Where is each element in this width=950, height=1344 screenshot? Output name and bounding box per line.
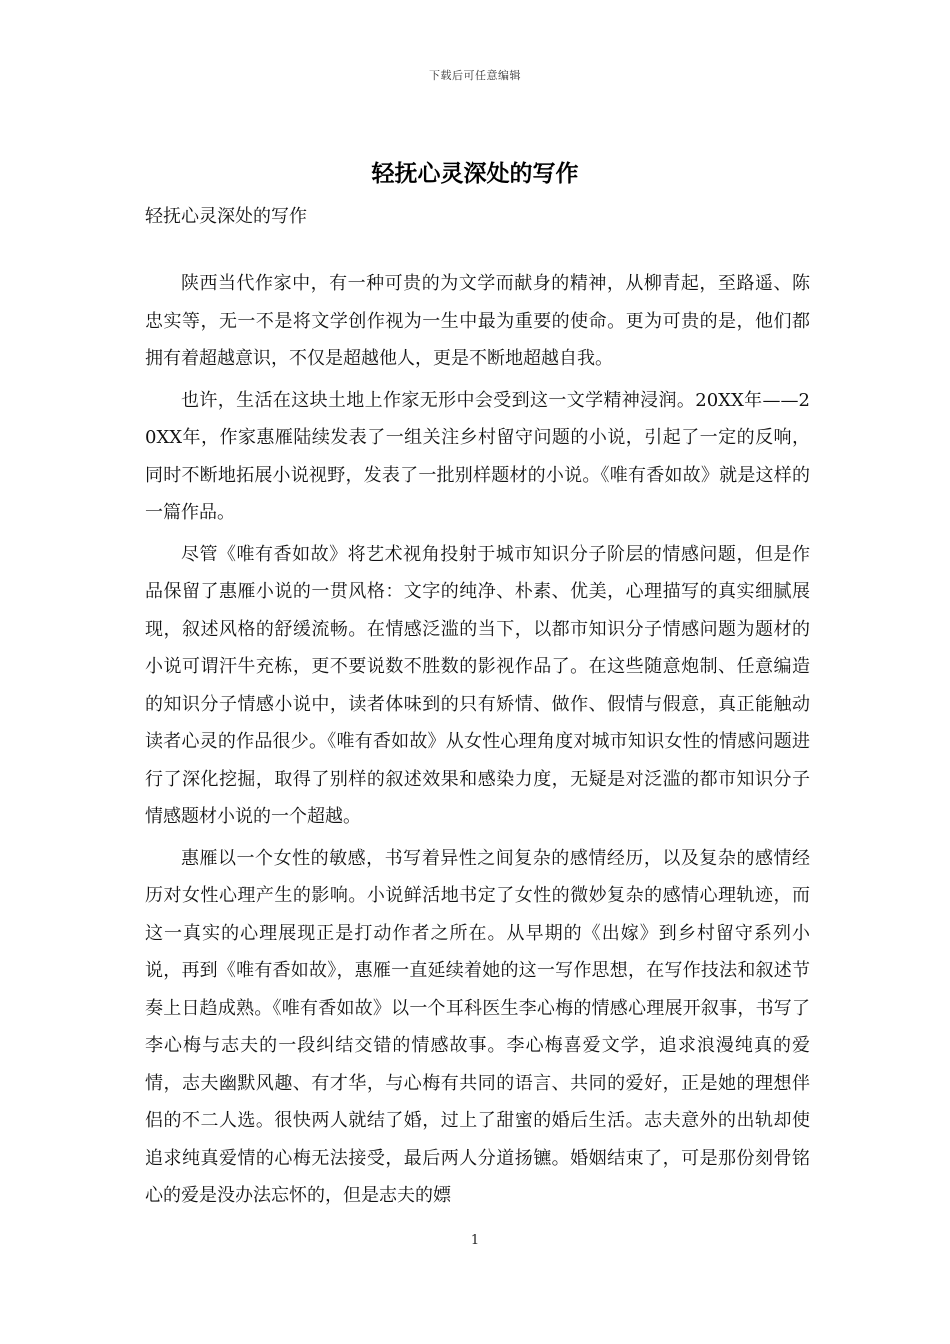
- header-note: 下载后可任意编辑: [429, 69, 521, 82]
- page-number: 1: [470, 1233, 480, 1248]
- paragraph-4: 惠雁以一个女性的敏感，书写着异性之间复杂的感情经历，以及复杂的感情经历对女性心理产生的影响。小说鲜活地书定了女性的微妙复杂的感情心理轨迹，而这一真实的心理展现正是打动作者之所在。从早期的《出嫁》到乡村留守系列小说，再到《唯有香如故》，惠雁一直延续着她的这一写作思想，在写作技法和叙述节奏上日趋成熟。《唯有香如故》以一个耳科医生李心梅的情感心理展开叙事，书写了李心梅与志夫的一段纠结交错的情感故事。李心梅喜爱文学，追求浪漫纯真的爱情，志夫幽默风趣、有才华，与心梅有共同的语言、共同的爱好，正是她的理想伴侣的不二人选。很快两人就结了婚，过上了甜蜜的婚后生活。志夫意外的出轨却使追求纯真爱情的心梅无法接受，最后两人分道扬镳。婚姻结束了，可是那份刻骨铭心的爱是没办法忘怀的，但是志夫的嫖: [145, 847, 810, 1206]
- document-subtitle: 轻抚心灵深处的写作: [145, 206, 307, 227]
- paragraph-3: 尽管《唯有香如故》将艺术视角投射于城市知识分子阶层的情感问题，但是作品保留了惠雁小说的一贯风格：文字的纯净、朴素、优美，心理描写的真实细腻展现，叙述风格的舒缓流畅。在情感泛滥的当下，以都市知识分子情感问题为题材的小说可谓汗牛充栋，更不要说数不胜数的影视作品了。在这些随意炮制、任意编造的知识分子情感小说中，读者体味到的只有矫情、做作、假情与假意，真正能触动读者心灵的作品很少。《唯有香如故》从女性心理角度对城市知识女性的情感问题进行了深化挖掘，取得了别样的叙述效果和感染力度，无疑是对泛滥的都市知识分子情感题材小说的一个超越。: [145, 543, 810, 827]
- body-text: [145, 265, 810, 1219]
- document-title: 轻抚心灵深处的写作: [371, 160, 579, 187]
- paragraph-2: 也许，生活在这块土地上作家无形中会受到这一文学精神浸润。20XX年——20XX年，作家惠雁陆续发表了一组关注乡村留守问题的小说，引起了一定的反响，同时不断地拓展小说视野，发表了一批别样题材的小说。《唯有香如故》就是这样的一篇作品。: [145, 389, 810, 523]
- paragraph-1: 陕西当代作家中，有一种可贵的为文学而献身的精神，从柳青起，至路遥、陈忠实等，无一不是将文学创作视为一生中最为重要的使命。更为可贵的是，他们都拥有着超越意识，不仅是超越他人，更是不断地超越自我。: [145, 273, 810, 369]
